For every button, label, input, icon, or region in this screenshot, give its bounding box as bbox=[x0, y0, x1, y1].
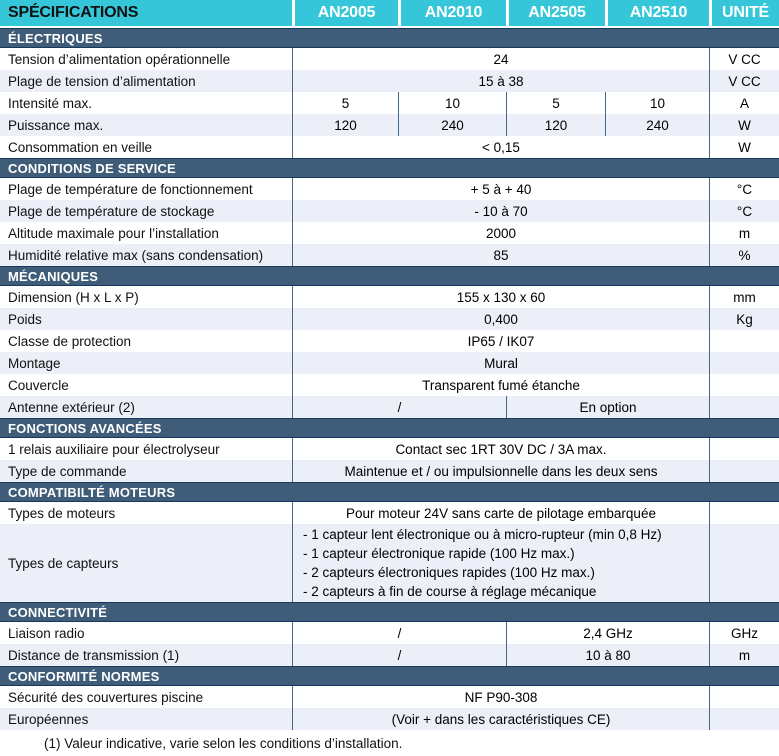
row-label: Montage bbox=[8, 355, 61, 371]
section-header-electriques: ÉLECTRIQUES bbox=[0, 28, 779, 48]
value-cell: 155 x 130 x 60 bbox=[292, 286, 709, 308]
value-cell bbox=[292, 524, 709, 602]
spec-row bbox=[0, 114, 779, 136]
value-cell: 2,4 GHz bbox=[506, 622, 709, 644]
value-cell: 240 bbox=[605, 114, 709, 136]
value-cell: 10 à 80 bbox=[506, 644, 709, 666]
section-header-compatibilite-moteurs: COMPATIBILTÉ MOTEURS bbox=[0, 482, 779, 502]
value-cell: / bbox=[292, 396, 506, 418]
row-label: Tension d’alimentation opérationnelle bbox=[8, 51, 231, 67]
value-cell: 240 bbox=[398, 114, 506, 136]
value-cell: Contact sec 1RT 30V DC / 3A max. bbox=[292, 438, 709, 460]
unit-cell: mm bbox=[709, 286, 779, 308]
spec-row bbox=[0, 330, 779, 352]
unit-cell bbox=[709, 438, 779, 460]
value-cell: Transparent fumé étanche bbox=[292, 374, 709, 396]
row-label: Distance de transmission (1) bbox=[8, 647, 180, 663]
value-cell: + 5 à + 40 bbox=[292, 178, 709, 200]
value-cell: (Voir + dans les caractéristiques CE) bbox=[292, 708, 709, 730]
value-cell: NF P90-308 bbox=[292, 686, 709, 708]
spec-row bbox=[0, 48, 779, 70]
value-cell: IP65 / IK07 bbox=[292, 330, 709, 352]
row-label: Antenne extérieur (2) bbox=[8, 399, 135, 415]
unit-cell: % bbox=[709, 244, 779, 266]
spec-row bbox=[0, 502, 779, 524]
row-label: Sécurité des couvertures piscine bbox=[8, 689, 204, 705]
sensor-line: - 1 capteur lent électronique ou à micro-rupteur (min 0,8 Hz) bbox=[303, 527, 662, 542]
unit-cell: °C bbox=[709, 200, 779, 222]
sensor-line: - 2 capteurs à fin de course à réglage mécanique bbox=[303, 584, 597, 599]
value-cell: < 0,15 bbox=[292, 136, 709, 158]
unit-cell: m bbox=[709, 222, 779, 244]
spec-row bbox=[0, 286, 779, 308]
unit-cell: °C bbox=[709, 178, 779, 200]
footnote: (1) Valeur indicative, varie selon les conditions d’installation. bbox=[44, 735, 403, 751]
header-col-an2505: AN2505 bbox=[506, 0, 605, 26]
unit-cell: V CC bbox=[709, 70, 779, 92]
unit-cell: GHz bbox=[709, 622, 779, 644]
row-label: Plage de température de stockage bbox=[8, 203, 215, 219]
value-cell: Mural bbox=[292, 352, 709, 374]
spec-row bbox=[0, 460, 779, 482]
header-specifications: SPÉCIFICATIONS bbox=[0, 0, 292, 26]
spec-row bbox=[0, 200, 779, 222]
spec-row bbox=[0, 438, 779, 460]
row-label: Type de commande bbox=[8, 463, 127, 479]
value-cell: 0,400 bbox=[292, 308, 709, 330]
unit-cell: W bbox=[709, 114, 779, 136]
value-cell: 5 bbox=[506, 92, 605, 114]
unit-cell bbox=[709, 330, 779, 352]
spec-row bbox=[0, 352, 779, 374]
spec-row bbox=[0, 708, 779, 730]
value-cell: 24 bbox=[292, 48, 709, 70]
value-cell: 85 bbox=[292, 244, 709, 266]
row-label: Types de moteurs bbox=[8, 505, 116, 521]
row-label: 1 relais auxiliaire pour électrolyseur bbox=[8, 441, 220, 457]
value-cell: - 10 à 70 bbox=[292, 200, 709, 222]
section-header-mecaniques: MÉCANIQUES bbox=[0, 266, 779, 286]
unit-cell: V CC bbox=[709, 48, 779, 70]
section-header-connectivite: CONNECTIVITÉ bbox=[0, 602, 779, 622]
row-label: Altitude maximale pour l’installation bbox=[8, 225, 219, 241]
value-cell: 10 bbox=[605, 92, 709, 114]
section-header-conformite-normes: CONFORMITÉ NORMES bbox=[0, 666, 779, 686]
unit-cell bbox=[709, 502, 779, 524]
row-label: Consommation en veille bbox=[8, 139, 153, 155]
spec-row bbox=[0, 136, 779, 158]
row-label: Puissance max. bbox=[8, 117, 104, 133]
value-cell: En option bbox=[506, 396, 709, 418]
unit-cell: Kg bbox=[709, 308, 779, 330]
row-label: Liaison radio bbox=[8, 625, 85, 641]
unit-cell bbox=[709, 374, 779, 396]
row-label: Dimension (H x L x P) bbox=[8, 289, 139, 305]
spec-row bbox=[0, 308, 779, 330]
section-header-fonctions-avancees: FONCTIONS AVANCÉES bbox=[0, 418, 779, 438]
row-label: Plage de tension d’alimentation bbox=[8, 73, 196, 89]
spec-row bbox=[0, 524, 779, 602]
unit-cell: W bbox=[709, 136, 779, 158]
header-col-unite: UNITÉ bbox=[709, 0, 779, 26]
spec-row bbox=[0, 644, 779, 666]
spec-row bbox=[0, 686, 779, 708]
header-col-an2010: AN2010 bbox=[398, 0, 506, 26]
row-label: Humidité relative max (sans condensation) bbox=[8, 247, 264, 263]
row-label: Types de capteurs bbox=[8, 555, 119, 571]
spec-row bbox=[0, 396, 779, 418]
unit-cell bbox=[709, 352, 779, 374]
unit-cell bbox=[709, 708, 779, 730]
value-cell: 5 bbox=[292, 92, 398, 114]
value-cell: / bbox=[292, 644, 506, 666]
spec-row bbox=[0, 374, 779, 396]
value-cell: 120 bbox=[292, 114, 398, 136]
section-header-conditions-de-service: CONDITIONS DE SERVICE bbox=[0, 158, 779, 178]
header-col-an2510: AN2510 bbox=[605, 0, 709, 26]
row-label: Plage de température de fonctionnement bbox=[8, 181, 253, 197]
value-cell: 15 à 38 bbox=[292, 70, 709, 92]
sensor-line: - 2 capteurs électroniques rapides (100 Hz max.) bbox=[303, 565, 595, 580]
header-col-an2005: AN2005 bbox=[292, 0, 398, 26]
value-cell: Pour moteur 24V sans carte de pilotage embarquée bbox=[292, 502, 709, 524]
value-cell: 120 bbox=[506, 114, 605, 136]
table-header-row bbox=[0, 0, 779, 26]
value-cell: 10 bbox=[398, 92, 506, 114]
unit-cell: A bbox=[709, 92, 779, 114]
value-cell: Maintenue et / ou impulsionnelle dans les deux sens bbox=[292, 460, 709, 482]
row-label: Couvercle bbox=[8, 377, 69, 393]
value-cell: / bbox=[292, 622, 506, 644]
sensor-line: - 1 capteur électronique rapide (100 Hz max.) bbox=[303, 546, 575, 561]
unit-cell bbox=[709, 686, 779, 708]
spec-row bbox=[0, 222, 779, 244]
row-label: Poids bbox=[8, 311, 42, 327]
row-label: Classe de protection bbox=[8, 333, 132, 349]
spec-row bbox=[0, 92, 779, 114]
spec-row bbox=[0, 244, 779, 266]
value-cell: 2000 bbox=[292, 222, 709, 244]
row-label: Européennes bbox=[8, 711, 89, 727]
unit-cell: m bbox=[709, 644, 779, 666]
spec-row bbox=[0, 622, 779, 644]
unit-cell bbox=[709, 460, 779, 482]
unit-cell bbox=[709, 396, 779, 418]
spec-row bbox=[0, 70, 779, 92]
row-label: Intensité max. bbox=[8, 95, 93, 111]
spec-row bbox=[0, 178, 779, 200]
unit-cell bbox=[709, 524, 779, 602]
